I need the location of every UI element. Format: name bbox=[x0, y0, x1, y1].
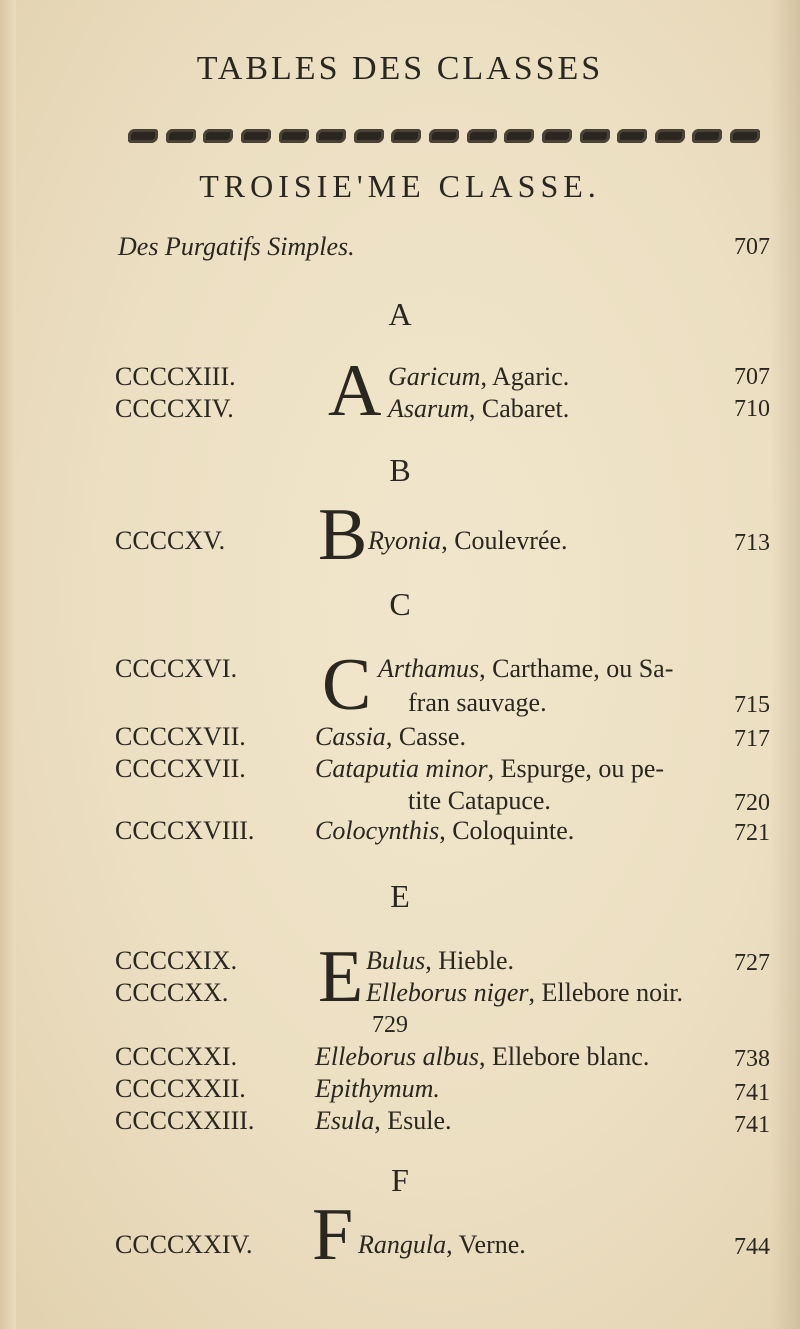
entry-number: CCCCXVII. bbox=[115, 754, 246, 783]
ornament-piece bbox=[655, 129, 685, 143]
ornament-piece bbox=[504, 129, 534, 143]
drop-capital: C bbox=[322, 644, 372, 726]
entry-page: 710 bbox=[734, 396, 770, 422]
ornament-rule bbox=[128, 124, 760, 148]
ornament-piece bbox=[429, 129, 459, 143]
latin-name: Colocynthis bbox=[315, 816, 440, 845]
latin-name: Ryonia bbox=[368, 526, 442, 555]
ornament-piece bbox=[692, 129, 722, 143]
french-name: Ellebore noir. bbox=[541, 978, 684, 1007]
french-name: Ellebore blanc. bbox=[491, 1042, 650, 1071]
entry-number: CCCCXXI. bbox=[115, 1042, 238, 1071]
drop-capital: B bbox=[318, 494, 368, 576]
french-name: Coulevrée. bbox=[454, 526, 568, 555]
french-name: Esule. bbox=[387, 1106, 452, 1135]
entry-number: CCCCXIV. bbox=[115, 394, 234, 423]
section-letter: F bbox=[391, 1162, 409, 1198]
latin-name: Cataputia minor bbox=[315, 754, 488, 783]
french-continuation: tite Catapuce. bbox=[408, 786, 551, 815]
entry-text: Asarum, Cabaret. bbox=[388, 394, 570, 423]
ornament-piece bbox=[203, 129, 233, 143]
entry-text: Bulus, Hieble. bbox=[366, 946, 515, 975]
entry-text: Cassia, Casse. bbox=[315, 722, 466, 751]
section-letter: A bbox=[388, 296, 412, 332]
entry-text: Esula, Esule. bbox=[315, 1106, 452, 1135]
french-name: Coloquinte. bbox=[452, 816, 575, 845]
entry-text: Colocynthis, Coloquinte. bbox=[315, 816, 575, 845]
entry-page: 741 bbox=[734, 1080, 770, 1106]
latin-name: Bulus bbox=[366, 946, 426, 975]
ornament-piece bbox=[617, 129, 647, 143]
entry-page: 729 bbox=[372, 1012, 408, 1038]
entry-page: 713 bbox=[734, 530, 770, 556]
section-letter: C bbox=[389, 586, 411, 622]
entry-page: 720 bbox=[734, 790, 770, 816]
entry-page: 721 bbox=[734, 820, 770, 846]
french-name: Agaric. bbox=[492, 362, 570, 391]
entry-page: 738 bbox=[734, 1046, 770, 1072]
class-heading: TROISIE'ME CLASSE. bbox=[199, 168, 601, 204]
ornament-piece bbox=[467, 129, 497, 143]
french-name: Hieble. bbox=[438, 946, 515, 975]
latin-name: Epithymum. bbox=[315, 1074, 440, 1103]
entry-number: CCCCXXIII. bbox=[115, 1106, 255, 1135]
entry-page: 744 bbox=[734, 1234, 770, 1260]
entry-page: 707 bbox=[734, 364, 770, 390]
ornament-piece bbox=[730, 129, 760, 143]
french-name: Verne. bbox=[458, 1230, 526, 1259]
intro-text: Des Purgatifs Simples. bbox=[118, 232, 355, 261]
ornament-piece bbox=[316, 129, 346, 143]
french-name: Cabaret. bbox=[481, 394, 570, 423]
entry-number: CCCCXVI. bbox=[115, 654, 238, 683]
entry-text: Arthamus, Carthame, ou Sa- bbox=[378, 654, 674, 683]
latin-name: Garicum bbox=[388, 362, 481, 391]
intro-page: 707 bbox=[734, 234, 770, 260]
french-continuation: fran sauvage. bbox=[408, 688, 547, 717]
entry-number: CCCCXX. bbox=[115, 978, 229, 1007]
latin-name: Elleborus albus bbox=[315, 1042, 479, 1071]
entry-number: CCCCXIII. bbox=[115, 362, 236, 391]
entry-number: CCCCXVIII. bbox=[115, 816, 255, 845]
latin-name: Cassia bbox=[315, 722, 386, 751]
drop-capital: A bbox=[328, 350, 382, 432]
latin-name: Rangula bbox=[358, 1230, 447, 1259]
running-header: TABLES DES CLASSES bbox=[196, 50, 604, 87]
section-letter: B bbox=[389, 452, 411, 488]
latin-name: Asarum bbox=[388, 394, 469, 423]
entry-text: Elleborus niger, Ellebore noir. bbox=[366, 978, 684, 1007]
entry-page: 715 bbox=[734, 692, 770, 718]
ornament-piece bbox=[542, 129, 572, 143]
drop-capital: F bbox=[312, 1194, 354, 1276]
entry-number: CCCCXXIV. bbox=[115, 1230, 253, 1259]
ornament-piece bbox=[580, 129, 610, 143]
entry-page: 717 bbox=[734, 726, 770, 752]
latin-name: Esula bbox=[315, 1106, 375, 1135]
entry-page: 741 bbox=[734, 1112, 770, 1138]
ornament-piece bbox=[241, 129, 271, 143]
drop-capital: E bbox=[318, 936, 364, 1018]
entry-text: Cataputia minor, Espurge, ou pe- bbox=[315, 754, 665, 783]
section-letter: E bbox=[390, 878, 410, 914]
ornament-piece bbox=[354, 129, 384, 143]
french-name: Casse. bbox=[398, 722, 466, 751]
french-name: Carthame, ou Sa- bbox=[492, 654, 674, 683]
ornament-piece bbox=[128, 129, 158, 143]
french-name: Espurge, ou pe- bbox=[500, 754, 665, 783]
entry-number: CCCCXIX. bbox=[115, 946, 238, 975]
entry-text: Garicum, Agaric. bbox=[388, 362, 570, 391]
entry-page: 727 bbox=[734, 950, 770, 976]
entry-text: Rangula, Verne. bbox=[358, 1230, 526, 1259]
entry-number: CCCCXXII. bbox=[115, 1074, 246, 1103]
ornament-piece bbox=[166, 129, 196, 143]
entry-number: CCCCXVII. bbox=[115, 722, 246, 751]
latin-name: Elleborus niger bbox=[366, 978, 529, 1007]
entry-text: Ryonia, Coulevrée. bbox=[368, 526, 568, 555]
latin-name: Arthamus bbox=[378, 654, 480, 683]
ornament-piece bbox=[391, 129, 421, 143]
ornament-piece bbox=[279, 129, 309, 143]
entry-number: CCCCXV. bbox=[115, 526, 226, 555]
entry-text: Elleborus albus, Ellebore blanc. bbox=[315, 1042, 650, 1071]
